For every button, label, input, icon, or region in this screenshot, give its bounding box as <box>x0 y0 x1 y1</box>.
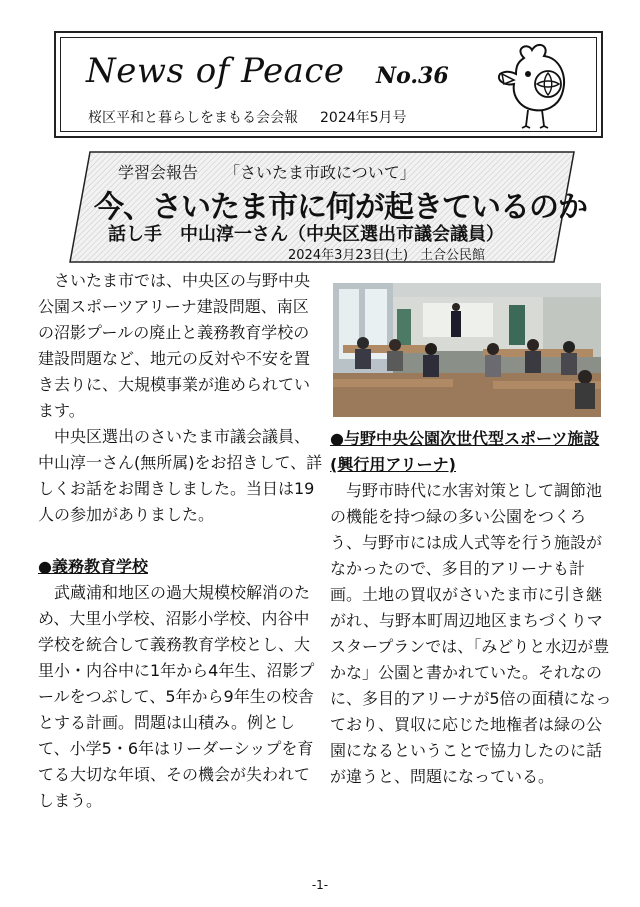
section-heading-school: ●義務教育学校 <box>38 557 148 576</box>
report-topic: 「さいたま市政について」 <box>224 163 416 182</box>
section-heading-arena: ●与野中央公園次世代型スポーツ施設(興行用アリーナ) <box>330 429 600 474</box>
report-label: 学習会報告 <box>118 163 199 182</box>
issue-date: 2024年5月号 <box>320 110 407 126</box>
speaker-label: 話し手 <box>108 224 162 245</box>
article-banner <box>68 150 587 264</box>
left-column <box>38 268 324 814</box>
banner-subtitle-line <box>118 160 416 183</box>
speaker-line <box>108 220 504 246</box>
paper-title: News of Peace <box>86 51 345 91</box>
school-paragraph: 武蔵浦和地区の過大規模校解消のため、大里小学校、沼影小学校、内谷中学校を統合して義務教育学校とし、大里小・内谷中に1年から4年生、沼影プールをつぶして、5年から9年生の校舎とする計画。問題は山積み。例として、小学5・6年はリーダーシップを育てる大切な年頃、その機会が失われてしまう。 <box>38 583 315 810</box>
arena-paragraph: 与野市時代に水害対策として調節池の機能を持つ緑の多い公園をつくろう、与野市には成人式等を行う施設がなかったので、多目的アリーナも計画。土地の買収がさいたま市に引き継がれ、与野本町周辺地区まちづくりマスタープランでは、「みどりと水辺が豊かな」公園と書かれていた。それなのに、多目的アリーナが5倍の面積になっており、買収に応じた地権者は緑の公園になるということで協力したのに話が違うと、問題になっている。 <box>330 481 612 786</box>
org-name: 桜区平和と暮らしをまもる会会報 <box>88 110 298 126</box>
meeting-room-photo <box>333 283 601 417</box>
bird-mascot-icon <box>494 40 572 130</box>
event-date: 2024年3月23日(土) <box>288 248 409 263</box>
page-number: -1- <box>311 878 329 892</box>
intro-paragraph: さいたま市では、中央区の与野中央公園スポーツアリーナ建設問題、南区の沼影プールの廃止と義務教育学校の建設問題など、地元の反対や不安を置き去りに、大規模事業が進められています。 <box>38 271 311 420</box>
headline: 今、さいたま市に何が起きているのか <box>94 190 587 225</box>
right-column <box>330 426 612 790</box>
speaker-name: 中山淳一さん（中央区選出市議会議員） <box>180 224 504 245</box>
event-date-line <box>288 244 485 263</box>
issue-number: No.36 <box>376 63 449 89</box>
org-line <box>88 107 407 127</box>
spacer <box>38 528 324 554</box>
speaker-paragraph: 中央区選出のさいたま市議会議員、中山淳一さん(無所属)をお招きして、詳しくお話をお聞きしました。当日は19人の参加がありました。 <box>38 427 323 524</box>
event-venue: 土合公民館 <box>420 248 486 263</box>
